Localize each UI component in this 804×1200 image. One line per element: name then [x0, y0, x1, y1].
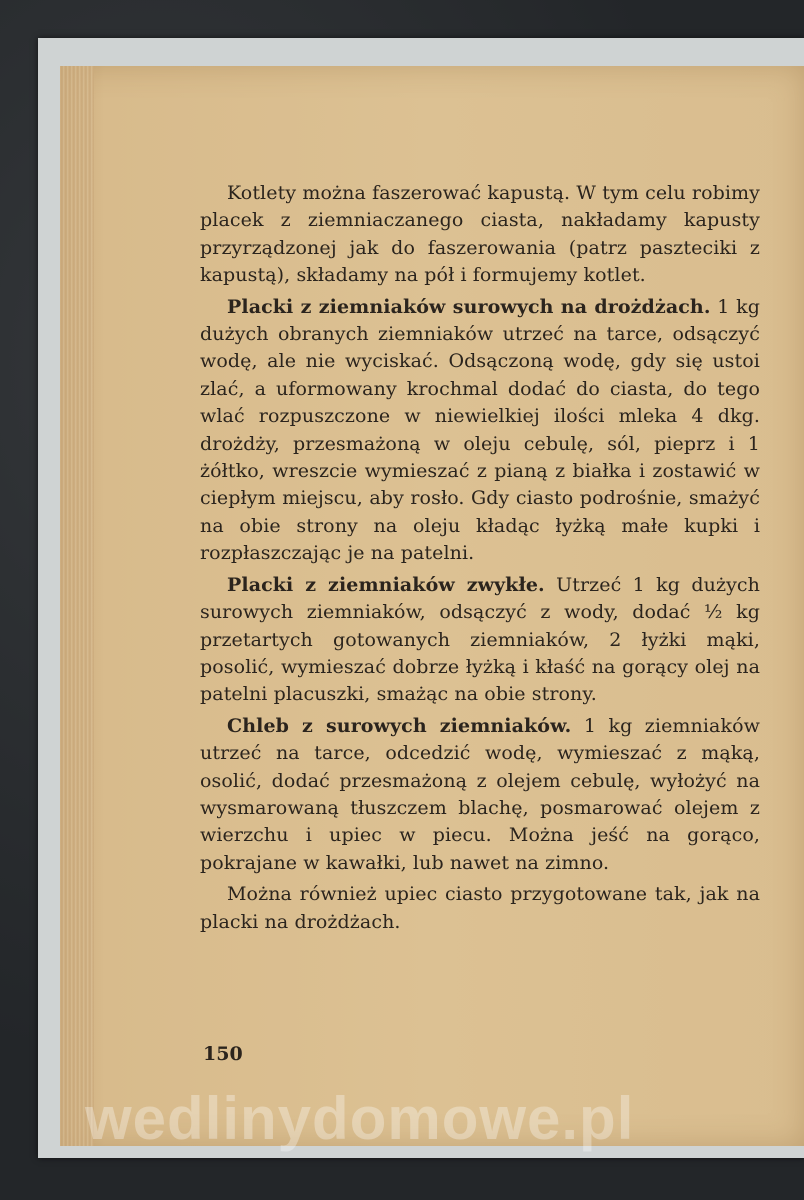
recipe-body: 1 kg dużych obranych ziemniaków utrzeć na tarce, odsączyć wodę, ale nie wyciskać. Odsączoną wodę, gdy się ustoi zlać, a uformowany krochmal dodać do ciasta, do tego wlać rozpuszczone w niewielkiej ilości mleka 4 dkg. drożdży, przesmażoną w oleju cebulę, sól, pieprz i 1 żółtko, wreszcie wymieszać z pianą z białka i zostawić w ciepłym miejscu, aby rosło. Gdy ciasto podrośnie, smażyć na obie strony na oleju kładąc łyżką małe kupki i rozpłaszczając je na patelni. [200, 295, 760, 565]
recipe-body: 1 kg ziemniaków utrzeć na tarce, odcedzić wodę, wymieszać z mąką, osolić, dodać przesmażoną z olejem cebulę, wyłożyć na wysmarowaną tłuszczem blachę, posmarować olejem z wierzchu i upiec w piecu. Można jeść na gorąco, pokrajane w kawałki, lub nawet na zimno. [200, 714, 761, 874]
recipe-title: Placki z ziemniaków surowych na drożdżach. [227, 295, 711, 318]
watermark-text: wedlinydomowe.pl [85, 1085, 635, 1152]
closing-paragraph: Można również upiec ciasto przygotowane tak, jak na placki na drożdżach. [200, 883, 760, 933]
page-edge [60, 66, 94, 1146]
recipe-placki-zwykle [200, 572, 760, 709]
recipe-placki-drozdze [200, 294, 760, 568]
recipe-chleb [200, 713, 760, 877]
recipe-body: Utrzeć 1 kg dużych surowych ziemniaków, odsączyć z wody, dodać ½ kg przetartych gotowanych ziemniaków, 2 łyżki mąki, posolić, wymieszać dobrze łyżką i kłaść na gorący olej na patelni placuszki, smażąc na obie strony. [200, 573, 760, 706]
recipe-title: Chleb z surowych ziemniaków. [227, 714, 572, 737]
intro-paragraph: Kotlety można faszerować kapustą. W tym celu robimy placek z ziemniaczanego ciasta, nakładamy kapusty przyrządzonej jak do faszerowania (patrz paszteciki z kapustą), składamy na pół i formujemy kotlet. [200, 182, 760, 287]
page-number: 150 [203, 1043, 243, 1065]
recipe-title: Placki z ziemniaków zwykłe. [227, 573, 545, 596]
page-text [200, 180, 760, 936]
